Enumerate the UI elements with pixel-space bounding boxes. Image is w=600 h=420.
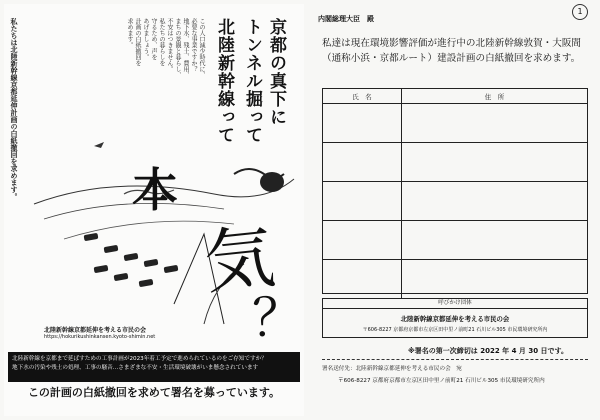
table-row xyxy=(323,221,587,260)
body-text-col: 求めます。 xyxy=(126,18,133,48)
honki-char-hon: 本 xyxy=(132,163,178,217)
address-field[interactable] xyxy=(402,260,587,298)
notice-line: 北陸新幹線を京都まで延ばすための工事計画が2023年着工予定で進められているのをご存知ですか？ xyxy=(12,356,267,362)
petition-request: 私達は現在環境影響評価が進行中の北陸新幹線敦賀・大阪間（通称小浜・京都ルート）建設計画の白紙撤回を求めます。 xyxy=(322,38,582,64)
signature-form xyxy=(308,4,596,416)
table-row xyxy=(323,104,587,143)
body-text-col: この人口減少時代に、 xyxy=(198,18,205,78)
association-name: 北陸新幹線京都延伸を考える市民の会 xyxy=(44,327,147,334)
body-text-col: 計画の白紙撤回を xyxy=(134,18,141,66)
notice-banner xyxy=(8,352,300,382)
send-to-label: 署名送付先：北陸新幹線京都延伸を考える市民の会 宛 xyxy=(322,366,462,372)
addressee: 内閣総理大臣 殿 xyxy=(318,15,374,23)
body-text-col: 私たちは北陸新幹線京都延伸計画の白紙撤回を求めます。 xyxy=(10,18,18,200)
body-text-col: 不安はつきません。 xyxy=(166,18,173,72)
name-field[interactable] xyxy=(323,104,402,142)
address-field[interactable] xyxy=(402,143,587,181)
address-field[interactable] xyxy=(402,221,587,259)
association-url[interactable]: https://hokurikushinkansen.kyoto-shimin.net xyxy=(44,334,156,340)
body-text-col: 地下水、残土、費用、 xyxy=(182,18,189,78)
body-text-col: 必要な事業ですか？ xyxy=(190,18,197,72)
honki-char-ki: 気 xyxy=(200,215,279,305)
address-field[interactable] xyxy=(402,182,587,220)
flyer-panel xyxy=(4,4,304,416)
name-field[interactable] xyxy=(323,182,402,220)
body-text-col: あげましょう。 xyxy=(142,18,149,60)
cut-line xyxy=(322,359,588,360)
organizer-box xyxy=(322,298,588,338)
table-header xyxy=(323,89,587,104)
organizer-address: 〒606-8227 京都府京都市左京区田中里ノ前町21 石川ビル305 市民環境研究所内 xyxy=(362,327,548,333)
body-text-col: まちの景観と暮らし、 xyxy=(174,18,181,78)
address-column-header: 住 所 xyxy=(484,92,505,101)
name-field[interactable] xyxy=(323,143,402,181)
headline-col-3: 北陸新幹線って xyxy=(214,18,234,144)
headline-col-2: トンネル掘って xyxy=(242,18,262,144)
address-field[interactable] xyxy=(402,104,587,142)
body-text-col: 守るため、声を xyxy=(150,18,157,60)
name-field[interactable] xyxy=(323,260,402,298)
table-row xyxy=(323,143,587,182)
notice-line: 地下水の汚染や残土の処理、工事の騒音…さまざまな不安・生活環境破壊がいま懸念されています xyxy=(12,365,259,371)
question-mark: ？ xyxy=(252,289,304,349)
signature-table xyxy=(322,88,588,294)
name-column-header: 氏 名 xyxy=(323,89,402,103)
organizer-name: 北陸新幹線京都延伸を考える市民の会 xyxy=(400,315,510,323)
organizer-label: 呼びかけ団体 xyxy=(323,299,587,309)
table-row xyxy=(323,182,587,221)
table-row xyxy=(323,260,587,298)
body-text-col: 私たちの暮らしを xyxy=(158,18,165,66)
name-field[interactable] xyxy=(323,221,402,259)
headline-col-1: 京都の真下に xyxy=(266,18,286,126)
send-to-address: 〒606-8227 京都府京都市左京区田中里ノ前町21 石川ビル305 市民環境研究所内 xyxy=(338,378,545,384)
deadline-note: ※署名の第一次締切は 2022 年 4 月 30 日です。 xyxy=(408,347,568,355)
page-number: 1 xyxy=(572,4,588,20)
call-to-action: この計画の白紙撤回を求めて署名を募っています。 xyxy=(27,386,281,399)
